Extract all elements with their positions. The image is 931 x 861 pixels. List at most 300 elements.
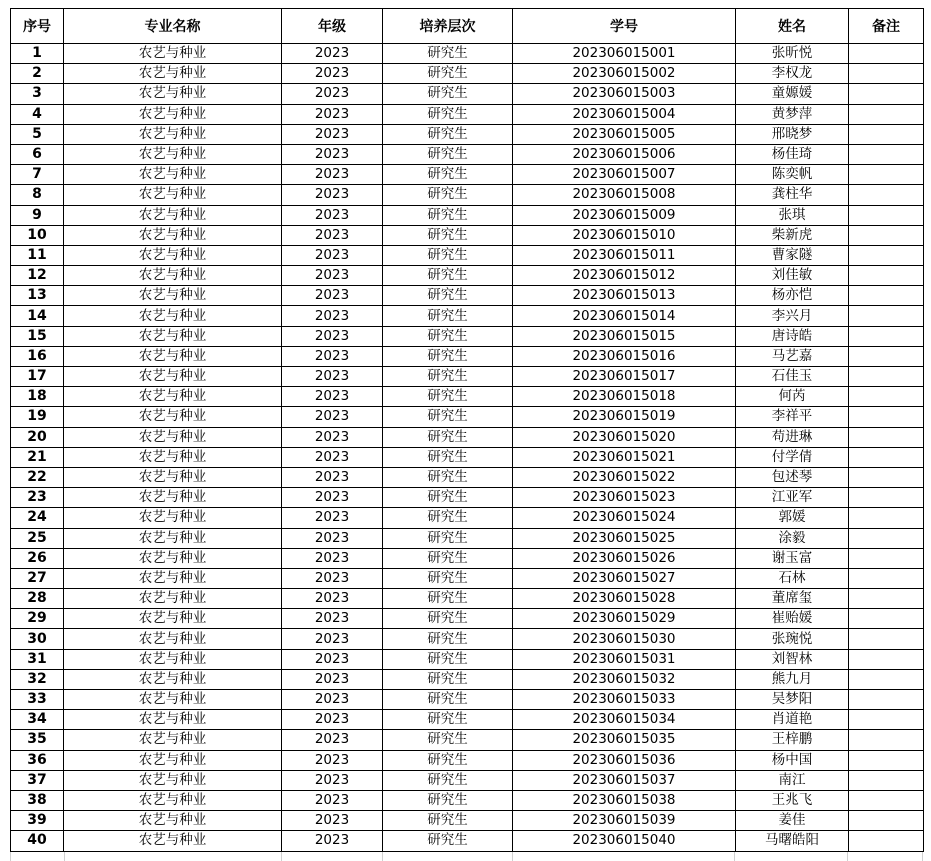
cell-name[interactable]: 崔贻媛 [736,609,849,629]
cell-student-id[interactable]: 202306015027 [513,568,736,588]
cell-name[interactable]: 谢玉富 [736,548,849,568]
cell-name[interactable]: 涂毅 [736,528,849,548]
cell-level[interactable]: 研究生 [383,124,513,144]
cell-student-id[interactable]: 202306015015 [513,326,736,346]
cell-major[interactable]: 农艺与种业 [64,84,282,104]
cell-note[interactable] [849,144,924,164]
cell-no[interactable]: 17 [11,367,64,387]
cell-no[interactable]: 4 [11,104,64,124]
cell-no[interactable]: 3 [11,84,64,104]
cell-no[interactable]: 1 [11,44,64,64]
cell-major[interactable]: 农艺与种业 [64,528,282,548]
cell-level[interactable]: 研究生 [383,629,513,649]
cell-level[interactable]: 研究生 [383,589,513,609]
cell-no[interactable]: 34 [11,710,64,730]
cell-name[interactable]: 张琪 [736,205,849,225]
cell-student-id[interactable]: 202306015009 [513,205,736,225]
cell-level[interactable]: 研究生 [383,245,513,265]
cell-level[interactable]: 研究生 [383,790,513,810]
cell-major[interactable]: 农艺与种业 [64,346,282,366]
cell-note[interactable] [849,367,924,387]
cell-name[interactable]: 吴梦阳 [736,690,849,710]
cell-major[interactable]: 农艺与种业 [64,488,282,508]
cell-major[interactable]: 农艺与种业 [64,790,282,810]
cell-year[interactable]: 2023 [282,387,383,407]
cell-major[interactable]: 农艺与种业 [64,367,282,387]
cell-note[interactable] [849,831,924,851]
cell-year[interactable]: 2023 [282,568,383,588]
cell-year[interactable]: 2023 [282,407,383,427]
header-cell-major[interactable]: 专业名称 [64,9,282,44]
cell-note[interactable] [849,508,924,528]
cell-level[interactable]: 研究生 [383,225,513,245]
cell-note[interactable] [849,488,924,508]
cell-note[interactable] [849,165,924,185]
cell-year[interactable]: 2023 [282,528,383,548]
cell-no[interactable]: 28 [11,589,64,609]
cell-no[interactable]: 9 [11,205,64,225]
cell-major[interactable]: 农艺与种业 [64,669,282,689]
cell-note[interactable] [849,568,924,588]
cell-student-id[interactable]: 202306015019 [513,407,736,427]
cell-name[interactable]: 杨亦恺 [736,286,849,306]
cell-level[interactable]: 研究生 [383,144,513,164]
cell-major[interactable]: 农艺与种业 [64,589,282,609]
cell-major[interactable]: 农艺与种业 [64,185,282,205]
cell-level[interactable]: 研究生 [383,266,513,286]
cell-major[interactable]: 农艺与种业 [64,770,282,790]
cell-name[interactable]: 李祥平 [736,407,849,427]
cell-year[interactable]: 2023 [282,185,383,205]
cell-major[interactable]: 农艺与种业 [64,165,282,185]
cell-note[interactable] [849,245,924,265]
cell-no[interactable]: 23 [11,488,64,508]
cell-name[interactable]: 李权龙 [736,64,849,84]
cell-name[interactable]: 邢晓梦 [736,124,849,144]
cell-name[interactable]: 江亚军 [736,488,849,508]
cell-level[interactable]: 研究生 [383,104,513,124]
cell-note[interactable] [849,205,924,225]
table-row [11,326,924,346]
cell-note[interactable] [849,467,924,487]
cell-note[interactable] [849,64,924,84]
cell-note[interactable] [849,669,924,689]
cell-name[interactable]: 唐诗皓 [736,326,849,346]
cell-note[interactable] [849,750,924,770]
cell-year[interactable]: 2023 [282,467,383,487]
cell-name[interactable]: 杨佳琦 [736,144,849,164]
cell-level[interactable]: 研究生 [383,548,513,568]
cell-major[interactable]: 农艺与种业 [64,44,282,64]
cell-name[interactable]: 杨中国 [736,750,849,770]
cell-no[interactable]: 35 [11,730,64,750]
cell-student-id[interactable]: 202306015011 [513,245,736,265]
cell-year[interactable]: 2023 [282,750,383,770]
table-row [11,508,924,528]
cell-name[interactable]: 董席玺 [736,589,849,609]
cell-name[interactable]: 何芮 [736,387,849,407]
cell-student-id[interactable]: 202306015032 [513,669,736,689]
cell-major[interactable]: 农艺与种业 [64,387,282,407]
cell-name[interactable]: 王梓鹏 [736,730,849,750]
cell-student-id[interactable]: 202306015024 [513,508,736,528]
cell-year[interactable]: 2023 [282,609,383,629]
cell-note[interactable] [849,326,924,346]
cell-year[interactable]: 2023 [282,44,383,64]
cell-note[interactable] [849,346,924,366]
cell-note[interactable] [849,44,924,64]
cell-name[interactable]: 肖道艳 [736,710,849,730]
cell-year[interactable]: 2023 [282,245,383,265]
cell-note[interactable] [849,407,924,427]
cell-major[interactable]: 农艺与种业 [64,124,282,144]
cell-year[interactable]: 2023 [282,326,383,346]
cell-major[interactable]: 农艺与种业 [64,710,282,730]
header-cell-student-id[interactable]: 学号 [513,9,736,44]
cell-name[interactable]: 包述琴 [736,467,849,487]
cell-no[interactable]: 12 [11,266,64,286]
cell-year[interactable]: 2023 [282,790,383,810]
cell-name[interactable]: 马艺嘉 [736,346,849,366]
cell-note[interactable] [849,225,924,245]
cell-level[interactable]: 研究生 [383,609,513,629]
cell-no[interactable]: 32 [11,669,64,689]
cell-level[interactable]: 研究生 [383,649,513,669]
cell-year[interactable]: 2023 [282,165,383,185]
cell-major[interactable]: 农艺与种业 [64,266,282,286]
cell-year[interactable]: 2023 [282,104,383,124]
cell-year[interactable]: 2023 [282,669,383,689]
cell-level[interactable]: 研究生 [383,730,513,750]
cell-note[interactable] [849,649,924,669]
table-row [11,144,924,164]
table-row [11,770,924,790]
cell-major[interactable]: 农艺与种业 [64,831,282,851]
cell-no[interactable]: 27 [11,568,64,588]
cell-level[interactable]: 研究生 [383,669,513,689]
cell-year[interactable]: 2023 [282,346,383,366]
cell-note[interactable] [849,84,924,104]
cell-name[interactable]: 姜佳 [736,811,849,831]
cell-level[interactable]: 研究生 [383,528,513,548]
cell-no[interactable]: 39 [11,811,64,831]
cell-year[interactable]: 2023 [282,124,383,144]
cell-year[interactable]: 2023 [282,548,383,568]
cell-major[interactable]: 农艺与种业 [64,548,282,568]
cell-year[interactable]: 2023 [282,84,383,104]
cell-level[interactable]: 研究生 [383,488,513,508]
cell-year[interactable]: 2023 [282,64,383,84]
cell-student-id[interactable]: 202306015017 [513,367,736,387]
cell-note[interactable] [849,690,924,710]
cell-note[interactable] [849,790,924,810]
cell-student-id[interactable]: 202306015031 [513,649,736,669]
cell-no[interactable]: 15 [11,326,64,346]
cell-level[interactable]: 研究生 [383,811,513,831]
cell-year[interactable]: 2023 [282,629,383,649]
cell-note[interactable] [849,286,924,306]
cell-note[interactable] [849,811,924,831]
cell-note[interactable] [849,629,924,649]
cell-major[interactable]: 农艺与种业 [64,306,282,326]
cell-student-id[interactable]: 202306015010 [513,225,736,245]
cell-major[interactable]: 农艺与种业 [64,407,282,427]
cell-name[interactable]: 熊九月 [736,669,849,689]
cell-level[interactable]: 研究生 [383,185,513,205]
cell-major[interactable]: 农艺与种业 [64,609,282,629]
cell-major[interactable]: 农艺与种业 [64,811,282,831]
cell-year[interactable]: 2023 [282,649,383,669]
cell-student-id[interactable]: 202306015020 [513,427,736,447]
cell-name[interactable]: 曹家隧 [736,245,849,265]
cell-student-id[interactable]: 202306015007 [513,165,736,185]
cell-no[interactable]: 11 [11,245,64,265]
cell-level[interactable]: 研究生 [383,427,513,447]
cell-level[interactable]: 研究生 [383,44,513,64]
cell-level[interactable]: 研究生 [383,508,513,528]
cell-year[interactable]: 2023 [282,266,383,286]
cell-level[interactable]: 研究生 [383,770,513,790]
cell-no[interactable]: 26 [11,548,64,568]
cell-major[interactable]: 农艺与种业 [64,508,282,528]
cell-note[interactable] [849,528,924,548]
cell-student-id[interactable]: 202306015038 [513,790,736,810]
cell-student-id[interactable]: 202306015037 [513,770,736,790]
cell-level[interactable]: 研究生 [383,467,513,487]
cell-student-id[interactable]: 202306015016 [513,346,736,366]
cell-student-id[interactable]: 202306015021 [513,447,736,467]
cell-year[interactable]: 2023 [282,205,383,225]
cell-level[interactable]: 研究生 [383,750,513,770]
cell-student-id[interactable]: 202306015005 [513,124,736,144]
cell-level[interactable]: 研究生 [383,165,513,185]
cell-no[interactable]: 22 [11,467,64,487]
cell-no[interactable]: 31 [11,649,64,669]
cell-name[interactable]: 苟进琳 [736,427,849,447]
table-body [11,44,924,852]
cell-year[interactable]: 2023 [282,831,383,851]
table-row [11,185,924,205]
cell-note[interactable] [849,104,924,124]
cell-name[interactable]: 石林 [736,568,849,588]
cell-level[interactable]: 研究生 [383,568,513,588]
table-row [11,710,924,730]
cell-name[interactable]: 马曙皓阳 [736,831,849,851]
cell-no[interactable]: 18 [11,387,64,407]
cell-name[interactable]: 柴新虎 [736,225,849,245]
cell-year[interactable]: 2023 [282,367,383,387]
cell-student-id[interactable]: 202306015004 [513,104,736,124]
cell-no[interactable]: 7 [11,165,64,185]
cell-year[interactable]: 2023 [282,144,383,164]
cell-name[interactable]: 李兴月 [736,306,849,326]
cell-student-id[interactable]: 202306015008 [513,185,736,205]
grid-line [10,852,64,861]
grid-line [281,852,382,861]
cell-no[interactable]: 38 [11,790,64,810]
cell-name[interactable]: 付学倩 [736,447,849,467]
cell-student-id[interactable]: 202306015026 [513,548,736,568]
cell-no[interactable]: 2 [11,64,64,84]
cell-year[interactable]: 2023 [282,811,383,831]
cell-level[interactable]: 研究生 [383,407,513,427]
cell-level[interactable]: 研究生 [383,690,513,710]
cell-student-id[interactable]: 202306015033 [513,690,736,710]
header-cell-level[interactable]: 培养层次 [383,9,513,44]
cell-major[interactable]: 农艺与种业 [64,225,282,245]
cell-no[interactable]: 6 [11,144,64,164]
cell-name[interactable]: 陈奕帆 [736,165,849,185]
cell-student-id[interactable]: 202306015025 [513,528,736,548]
cell-student-id[interactable]: 202306015003 [513,84,736,104]
student-roster-sheet [10,8,923,852]
header-cell-no[interactable]: 序号 [11,9,64,44]
cell-major[interactable]: 农艺与种业 [64,629,282,649]
cell-name[interactable]: 王兆飞 [736,790,849,810]
cell-major[interactable]: 农艺与种业 [64,690,282,710]
cell-year[interactable]: 2023 [282,447,383,467]
cell-student-id[interactable]: 202306015014 [513,306,736,326]
cell-year[interactable]: 2023 [282,225,383,245]
cell-no[interactable]: 33 [11,690,64,710]
table-row [11,609,924,629]
cell-no[interactable]: 21 [11,447,64,467]
cell-level[interactable]: 研究生 [383,84,513,104]
cell-note[interactable] [849,730,924,750]
cell-year[interactable]: 2023 [282,488,383,508]
cell-year[interactable]: 2023 [282,589,383,609]
cell-year[interactable]: 2023 [282,427,383,447]
cell-no[interactable]: 10 [11,225,64,245]
cell-no[interactable]: 8 [11,185,64,205]
cell-student-id[interactable]: 202306015036 [513,750,736,770]
cell-major[interactable]: 农艺与种业 [64,205,282,225]
cell-note[interactable] [849,185,924,205]
cell-major[interactable]: 农艺与种业 [64,427,282,447]
cell-name[interactable]: 石佳玉 [736,367,849,387]
cell-note[interactable] [849,770,924,790]
cell-level[interactable]: 研究生 [383,64,513,84]
cell-student-id[interactable]: 202306015002 [513,64,736,84]
cell-major[interactable]: 农艺与种业 [64,144,282,164]
cell-year[interactable]: 2023 [282,286,383,306]
cell-no[interactable]: 13 [11,286,64,306]
header-cell-note[interactable]: 备注 [849,9,924,44]
cell-note[interactable] [849,387,924,407]
cell-name[interactable]: 刘佳敏 [736,266,849,286]
cell-major[interactable]: 农艺与种业 [64,447,282,467]
cell-level[interactable]: 研究生 [383,367,513,387]
cell-name[interactable]: 张昕悦 [736,44,849,64]
cell-level[interactable]: 研究生 [383,205,513,225]
cell-level[interactable]: 研究生 [383,710,513,730]
cell-name[interactable]: 刘智林 [736,649,849,669]
cell-no[interactable]: 25 [11,528,64,548]
cell-name[interactable]: 张琬悦 [736,629,849,649]
cell-no[interactable]: 24 [11,508,64,528]
cell-student-id[interactable]: 202306015034 [513,710,736,730]
cell-major[interactable]: 农艺与种业 [64,467,282,487]
cell-name[interactable]: 童嫄媛 [736,84,849,104]
cell-no[interactable]: 20 [11,427,64,447]
cell-level[interactable]: 研究生 [383,306,513,326]
cell-student-id[interactable]: 202306015039 [513,811,736,831]
cell-major[interactable]: 农艺与种业 [64,245,282,265]
cell-year[interactable]: 2023 [282,730,383,750]
cell-no[interactable]: 14 [11,306,64,326]
cell-note[interactable] [849,589,924,609]
cell-note[interactable] [849,124,924,144]
cell-note[interactable] [849,710,924,730]
cell-note[interactable] [849,548,924,568]
cell-student-id[interactable]: 202306015022 [513,467,736,487]
cell-no[interactable]: 37 [11,770,64,790]
cell-no[interactable]: 36 [11,750,64,770]
cell-name[interactable]: 郭媛 [736,508,849,528]
cell-major[interactable]: 农艺与种业 [64,750,282,770]
cell-no[interactable]: 40 [11,831,64,851]
cell-student-id[interactable]: 202306015012 [513,266,736,286]
table-row [11,589,924,609]
cell-year[interactable]: 2023 [282,690,383,710]
header-cell-name[interactable]: 姓名 [736,9,849,44]
cell-major[interactable]: 农艺与种业 [64,326,282,346]
cell-note[interactable] [849,306,924,326]
cell-student-id[interactable]: 202306015013 [513,286,736,306]
cell-no[interactable]: 19 [11,407,64,427]
cell-no[interactable]: 29 [11,609,64,629]
cell-no[interactable]: 30 [11,629,64,649]
cell-year[interactable]: 2023 [282,770,383,790]
cell-name[interactable]: 南江 [736,770,849,790]
cell-no[interactable]: 5 [11,124,64,144]
cell-student-id[interactable]: 202306015028 [513,589,736,609]
cell-student-id[interactable]: 202306015030 [513,629,736,649]
cell-level[interactable]: 研究生 [383,326,513,346]
cell-level[interactable]: 研究生 [383,346,513,366]
cell-major[interactable]: 农艺与种业 [64,730,282,750]
header-cell-year[interactable]: 年级 [282,9,383,44]
cell-major[interactable]: 农艺与种业 [64,104,282,124]
cell-note[interactable] [849,447,924,467]
cell-major[interactable]: 农艺与种业 [64,64,282,84]
cell-level[interactable]: 研究生 [383,447,513,467]
cell-level[interactable]: 研究生 [383,387,513,407]
cell-name[interactable]: 龚柱华 [736,185,849,205]
cell-level[interactable]: 研究生 [383,286,513,306]
cell-student-id[interactable]: 202306015040 [513,831,736,851]
cell-student-id[interactable]: 202306015029 [513,609,736,629]
cell-student-id[interactable]: 202306015006 [513,144,736,164]
cell-note[interactable] [849,427,924,447]
cell-major[interactable]: 农艺与种业 [64,286,282,306]
cell-student-id[interactable]: 202306015001 [513,44,736,64]
cell-name[interactable]: 黄梦萍 [736,104,849,124]
cell-year[interactable]: 2023 [282,508,383,528]
cell-student-id[interactable]: 202306015018 [513,387,736,407]
cell-year[interactable]: 2023 [282,710,383,730]
cell-level[interactable]: 研究生 [383,831,513,851]
cell-student-id[interactable]: 202306015035 [513,730,736,750]
table-row [11,124,924,144]
cell-major[interactable]: 农艺与种业 [64,568,282,588]
cell-no[interactable]: 16 [11,346,64,366]
cell-student-id[interactable]: 202306015023 [513,488,736,508]
cell-note[interactable] [849,266,924,286]
cell-major[interactable]: 农艺与种业 [64,649,282,669]
cell-note[interactable] [849,609,924,629]
cell-year[interactable]: 2023 [282,306,383,326]
